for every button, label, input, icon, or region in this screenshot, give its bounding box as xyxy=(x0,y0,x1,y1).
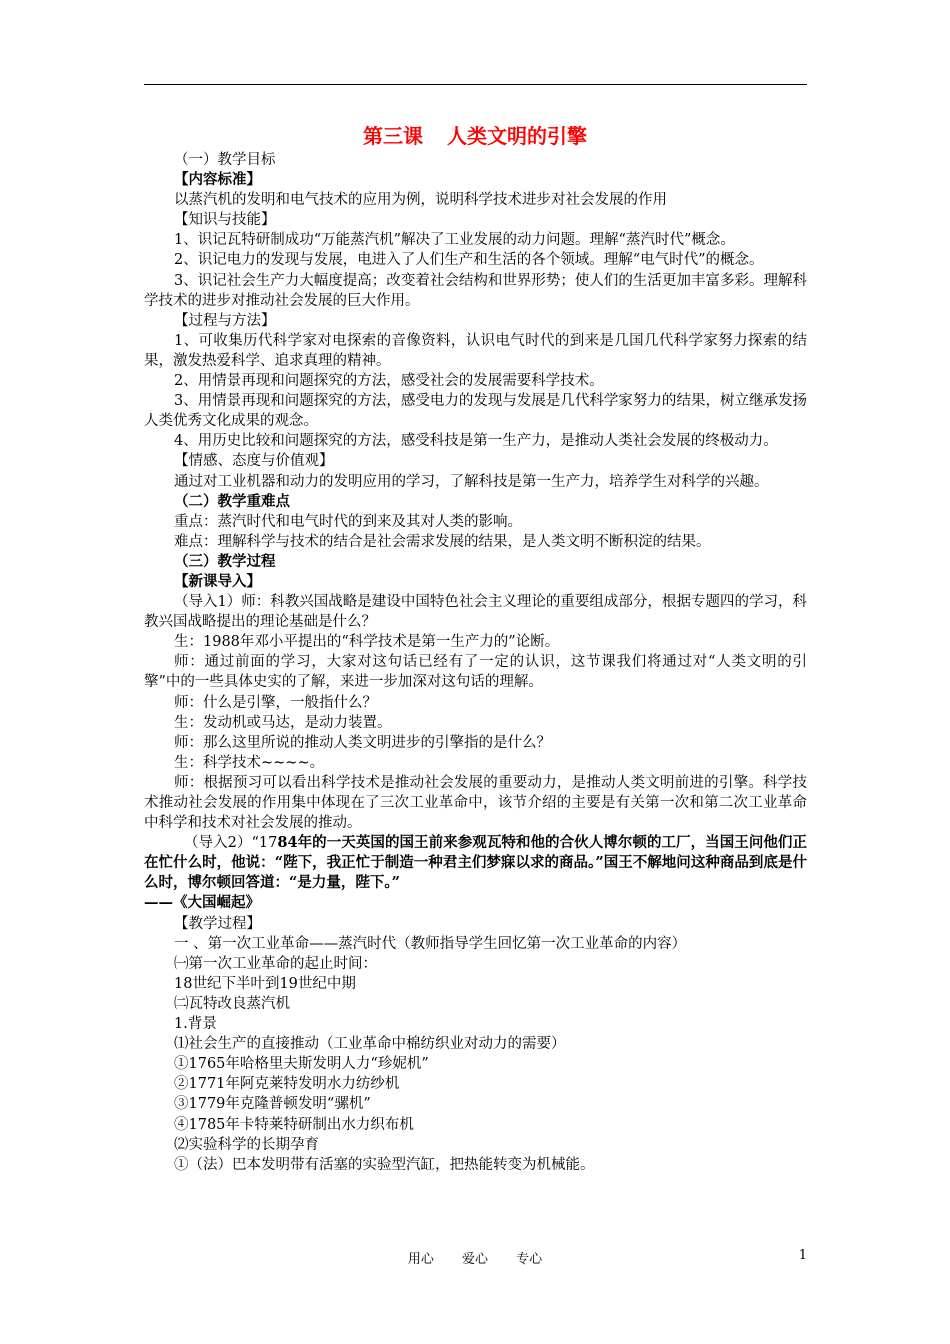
paragraph: 4、用历史比较和问题探究的方法，感受科技是第一生产力，是推动人类社会发展的终极动力。 xyxy=(174,433,778,450)
paragraph: （二）教学重难点 xyxy=(174,492,290,510)
paragraph: 难点：理解科学与技术的结合是社会需求发展的结果，是人类文明不断积淀的结果。 xyxy=(174,533,711,550)
paragraph: ㈡瓦特改良蒸汽机 xyxy=(174,995,290,1012)
paragraph: ④1785年卡特莱特研制出水力织布机 xyxy=(174,1116,414,1133)
paragraph: ③1779年克隆普顿发明“骡机” xyxy=(174,1096,371,1113)
paragraph: 1.背景 xyxy=(174,1016,217,1033)
paragraph: 一 、第一次工业革命——蒸汽时代（教师指导学生回忆第一次工业革命的内容） xyxy=(174,935,687,952)
paragraph: 师：那么这里所说的推动人类文明进步的引擎指的是什么？ xyxy=(174,734,551,751)
paragraph: 【教学过程】 xyxy=(174,915,261,932)
paragraph: ⑴社会生产的直接推动（工业革命中棉纺织业对动力的需要） xyxy=(174,1036,566,1053)
page-number: 1 xyxy=(798,1248,807,1263)
paragraph: 师：什么是引擎，一般指什么？ xyxy=(174,694,377,711)
paragraph: 以蒸汽机的发明和电气技术的应用为例，说明科学技术进步对社会发展的作用 xyxy=(174,192,667,209)
paragraph xyxy=(144,833,807,893)
footer-motto-1: 用心 xyxy=(407,1252,434,1267)
paragraph: ①（法）巴本发明带有活塞的实验型汽缸，把热能转变为机械能。 xyxy=(174,1156,595,1173)
footer-motto-2: 爱心 xyxy=(461,1252,488,1267)
paragraph: 3、用情景再现和问题探究的方法，感受电力的发现与发展是几代科学家努力的结果，树立继承发扬人类优秀文化成果的观念。 xyxy=(144,393,807,430)
paragraph: 生：1988年邓小平提出的“科学技术是第一生产力的”论断。 xyxy=(174,634,560,651)
header-rule xyxy=(144,84,807,85)
paragraph: 1、识记瓦特研制成功“万能蒸汽机”解决了工业发展的动力问题。理解“蒸汽时代”概念。 xyxy=(174,232,735,249)
paragraph: 【内容标准】 xyxy=(174,171,261,189)
paragraph: 重点：蒸汽时代和电气时代的到来及其对人类的影响。 xyxy=(174,513,522,530)
paragraph: 师：通过前面的学习，大家对这句话已经有了一定的认识，这节课我们将通过对“人类文明的引擎”中的一些具体史实的了解，来进一步加深对这句话的理解。 xyxy=(144,654,807,691)
document-body xyxy=(144,150,807,1175)
page-title xyxy=(0,123,950,149)
paragraph-lead: （导入2）“17 xyxy=(184,835,278,852)
paragraph: 2、识记电力的发现与发展，电进入了人们生产和生活的各个领域。理解“电气时代”的概念。 xyxy=(174,252,764,269)
paragraph: ——《大国崛起》 xyxy=(144,894,260,912)
footer-motto xyxy=(0,1248,950,1267)
paragraph: 通过对工业机器和动力的发明应用的学习，了解科技是第一生产力，培养学生对科学的兴趣。 xyxy=(174,473,769,490)
paragraph: ⑵实验科学的长期孕育 xyxy=(174,1136,319,1153)
paragraph: 2、用情景再现和问题探究的方法，感受社会的发展需要科学技术。 xyxy=(174,373,604,390)
paragraph: 师：根据预习可以看出科学技术是推动社会发展的重要动力，是推动人类文明前进的引擎。科学技术推动社会发展的作用集中体现在了三次工业革命中，该节介绍的主要是有关第一次和第二次工业革命中科学和技术对社会发展的推动。 xyxy=(144,774,807,832)
paragraph: 生：发动机或马达，是动力装置。 xyxy=(174,714,392,731)
paragraph: 18世纪下半叶到19世纪中期 xyxy=(174,975,356,992)
paragraph: 【知识与技能】 xyxy=(174,212,276,229)
lesson-number: 第三课 xyxy=(363,124,423,148)
quote-text: 84年的一天英国的国王前来参观瓦特和他的合伙人博尔顿的工厂，当国王问他们正在忙什么时，他说：“陛下，我正忙于制造一种君主们梦寐以求的商品。”国王不解地问这种商品到底是什么时，博尔顿回答道：“是力量，陛下。” xyxy=(144,834,807,892)
paragraph: 【新课导入】 xyxy=(174,572,261,590)
lesson-title: 人类文明的引擎 xyxy=(447,124,587,148)
page-footer xyxy=(0,1248,950,1268)
paragraph: 【情感、态度与价值观】 xyxy=(174,453,334,470)
paragraph: 【过程与方法】 xyxy=(174,312,276,329)
paragraph: ②1771年阿克莱特发明水力纺纱机 xyxy=(174,1076,400,1093)
paragraph: 3、识记社会生产力大幅度提高；改变着社会结构和世界形势；使人们的生活更加丰富多彩。理解科学技术的进步对推动社会发展的巨大作用。 xyxy=(144,272,807,309)
paragraph: ①1765年哈格里夫斯发明人力“珍妮机” xyxy=(174,1056,429,1073)
paragraph: （一）教学目标 xyxy=(174,152,276,168)
paragraph: ㈠第一次工业革命的起止时间： xyxy=(174,955,377,972)
paragraph: 生：科学技术~~~~。 xyxy=(174,754,325,771)
paragraph: （三）教学过程 xyxy=(174,552,276,570)
footer-motto-3: 专心 xyxy=(516,1252,543,1267)
paragraph: 1、可收集历代科学家对电探索的音像资料，认识电气时代的到来是几国几代科学家努力探索的结果，激发热爱科学、追求真理的精神。 xyxy=(144,332,807,369)
paragraph: （导入1）师：科教兴国战略是建设中国特色社会主义理论的重要组成部分，根据专题四的学习，科教兴国战略提出的理论基础是什么？ xyxy=(144,594,807,631)
